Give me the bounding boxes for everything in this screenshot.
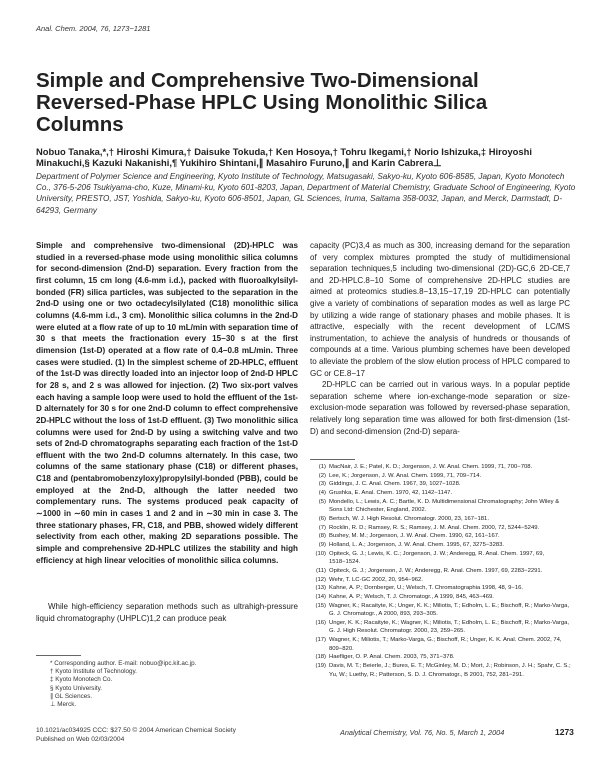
footnote-item: ∥ GL Sciences.	[50, 692, 93, 700]
reference-number: (13)	[315, 585, 326, 592]
reference-number: (7)	[318, 524, 326, 531]
reference-item	[310, 662, 572, 679]
footnote-list	[36, 660, 312, 709]
footnote-item: * Corresponding author. E-mail: nobuo@ipc.kit.ac.jp.	[50, 660, 197, 667]
reference-number: (1)	[318, 464, 326, 470]
reference-number: (8)	[318, 533, 326, 540]
footnote-divider	[36, 655, 81, 656]
reference-text: Wagner, K.; Miliotis, T.; Marko-Varga, G.; Bischoff, R.; Unger, K. K. Anal. Chem. 2002, 74, 809−820.	[329, 637, 562, 652]
reference-text: Haefliger, O. P. Anal. Chem. 2003, 75, 371−378.	[329, 654, 455, 661]
doi-line: 10.1021/ac034925 CCC: $27.50 © 2004 American Chemical Society	[36, 727, 236, 734]
reference-number: (19)	[315, 663, 326, 670]
reference-item	[310, 489, 572, 498]
reference-number: (16)	[315, 619, 326, 626]
reference-text: Wagner, K.; Racaityte, K.; Unger, K. K.; Miliotis, T.; Edholm, L. E.; Bischoff, R.; Marko-Varga, G. J. Chromatogr., A 2000, 893, 293−305.	[329, 602, 570, 618]
reference-text: Grushka, E. Anal. Chem. 1970, 42, 1142−1147.	[329, 489, 453, 496]
reference-number: (2)	[318, 472, 326, 479]
affiliations: Department of Polymer Science and Engineering, Kyoto Institute of Technology, Matsugasaki, Sakyo-ku, Kyoto 606-8585, Japan, Kyoto Monotech Co., 376-5-206 Tsukiyama-cho, Kuze, Minami-ku, Kyoto 601-8203, Japan, Department of Material Chemistry, Graduate School of Engineering, Kyoto University, PRESTO, JST, Yoshida, Sakyo-ku, Kyoto 606-8501, Japan, GL Sciences, Iruma, Saitama 358-0032, Japan, and Merck, Darmstadt, D-64293, Germany	[36, 172, 576, 215]
reference-text: Davis, M. T.; Beierle, J.; Bures, E. T.; McGinley, M. D.; Mort, J.; Robinson, J. H.; Spahr, C. S.; Yu, W.; Luethy, R.; Patterson, S. D. J. Chromatogr., B 2001, 752, 281−291.	[329, 663, 571, 678]
journal-reference: Anal. Chem. 2004, 76, 1273−1281	[36, 24, 151, 33]
reference-item	[310, 653, 572, 662]
reference-item	[310, 593, 572, 602]
reference-text: Bertsch, W. J. High Resolut. Chromatogr. 2000, 23, 167−181.	[329, 515, 489, 522]
reference-text: Wehr, T. LC·GC 2002, 20, 954−962.	[329, 576, 423, 583]
reference-item	[310, 498, 572, 515]
reference-number: (9)	[318, 541, 326, 548]
reference-text: Mondello, L.; Lewis, A. C.; Bartle, K. D. Multidimensional Chromatography; John Wiley & Sons Ltd: Chichester, England, 2002.	[329, 498, 560, 514]
reference-item	[310, 619, 572, 636]
reference-text: Lee, K.; Jorgenson, J. W. Anal. Chem. 1999, 71, 709−714.	[329, 472, 482, 479]
reference-item	[310, 480, 572, 489]
reference-item	[310, 576, 572, 585]
reference-text: Opiteck, G. J.; Jorgenson, J. W.; Anderegg, R. Anal. Chem. 1997, 69, 2283−2291.	[329, 567, 543, 574]
reference-text: Bushey, M. M.; Jorgenson, J. W. Anal. Chem. 1990, 62, 161−167.	[329, 533, 500, 540]
published-line: Published on Web 02/03/2004	[36, 735, 125, 743]
reference-item	[310, 602, 572, 619]
reference-item	[310, 550, 572, 567]
reference-number: (11)	[315, 567, 326, 574]
footnote-item: † Kyoto Institute of Technology.	[50, 668, 137, 676]
reference-number: (10)	[315, 550, 326, 557]
abstract: Simple and comprehensive two-dimensional (2D)-HPLC was studied in a reversed-phase mode using monolithic silica columns for second-dimension (2nd-D) separation. Every fraction from the first column, 15 cm long (4.6-mm i.d.), packed with fluoroalkylsilyl-bonded (FR) silica particles, was subjected to the separation in the 2nd-D using one or two octadecylsilylated (C18) monolithic silica columns (4.6-mm i.d., 3 cm). Monolithic silica columns in the 2nd-D were eluted at a flow rate of up to 10 mL/min with separation time of 30 s that meets the fractionation every 15−30 s at the first dimension (1st-D) operated at a flow rate of 0.4−0.8 mL/min. Three cases were studied. (1) In the simplest scheme of 2D-HPLC, effluent of the 1st-D was directly loaded into an injector loop of 2nd-D HPLC for 28 s, and 2 s was allowed for injection. (2) Two six-port valves each having a sample loop were used to hold the effluent of the 1st-D alternately for 30 s for one 2nd-D column to effect comprehensive 2D-HPLC without the loss of 1st-D effluent. (3) Two monolithic silica columns were used for 2nd-D by using a switching valve and two sets of 2nd-D chromatographs separating each fraction of the 1st-D effluent with the two 2nd-D columns alternately. In this case, two columns of the same stationary phase (C18) or different phases, C18 and (pentabromobenzyloxy)propylsilyl-bonded (PBB), could be employed at the 2nd-D, although the latter needed two complementary runs. The systems produced peak capacity of ∼1000 in ∼60 min in cases 1 and 2 and in ∼30 min in case 3. The three stationary phases, FR, C18, and PBB, showed widely different selectivity from each other, making 2D separations possible. The simple and comprehensive 2D-HPLC utilizes the stability and high efficiency at high linear velocities of monolithic silica columns.	[36, 241, 298, 565]
reference-text: Kahne, A. P.; Welsch, T. J. Chromatogr., A 1999, 845, 463−469.	[329, 593, 494, 600]
reference-number: (14)	[315, 593, 326, 600]
reference-number: (12)	[315, 576, 326, 583]
footnote-item: ‡ Kyoto Monotech Co.	[50, 676, 113, 684]
author-list: Nobuo Tanaka,*,† Hiroshi Kimura,† Daisuke Tokuda,† Ken Hosoya,† Tohru Ikegami,† Norio Ishizuka,‡ Hiroyoshi Minakuchi,§ Kazuki Nakanishi,¶ Yukihiro Shintani,∥ Masahiro Furuno,∥ and Karin Cabrera⊥	[36, 146, 532, 169]
reference-item	[310, 472, 572, 481]
reference-item	[310, 515, 572, 524]
reference-text: Unger, K. K.; Racaityte, K.; Wagner, K.; Miliotis, T.; Edholm, L. E.; Bischoff, R.; Marko-Varga, G. J. High Resolut. Chromatogr. 2000, 23, 259−265.	[329, 619, 570, 635]
reference-item	[310, 524, 572, 533]
reference-number: (3)	[318, 481, 326, 488]
reference-list	[310, 463, 572, 679]
reference-number: (18)	[315, 654, 326, 661]
intro-paragraph-1: capacity (PC)3,4 as much as 300, increasing demand for the separation of very complex mixtures prompted the study of multidimensional separation techniques,5 including two-dimensional (2D)-GC,6 2D-CE,7 and 2D-HPLC.8−10 Some of comprehensive 2D-HPLC studies are aimed at proteomics studies.8−13,15−17,19 2D-HPLC can potentially give a variety of combinations of separation modes as well as large PC by utilizing a wide range of stationary phases and mobile phases. It is attractive, especially with the recent development of LC/MS instrumentation, to achieve the analysis of hundreds or thousands of compounds at a time. Various plumbing schemes have been developed to alleviate the problem of the slow elution process of HPLC compared to GC or CE.8−17	[310, 241, 570, 378]
footnote-item: § Kyoto University.	[50, 684, 103, 692]
reference-text: Kahne, A. P.; Dornberger, U.; Welsch, T. Chromatographia 1998, 48, 9−16.	[329, 585, 524, 592]
article-title: Simple and Comprehensive Two-Dimensional Reversed-Phase HPLC Using Monolithic Silica Columns	[36, 69, 488, 136]
reference-item	[310, 532, 572, 541]
reference-number: (5)	[318, 498, 326, 505]
reference-number: (15)	[315, 602, 326, 609]
reference-text: Rocklin, R. D.; Ramsey, R. S.; Ramsey, J. M. Anal. Chem. 2000, 72, 5244−5249.	[329, 524, 540, 531]
introduction-paragraph: While high-efficiency separation methods such as ultrahigh-pressure liquid chromatography (UHPLC)1,2 can produce peak	[36, 602, 298, 623]
reference-number: (17)	[315, 637, 326, 644]
footnote-item: ⊥ Merck.	[50, 701, 77, 709]
reference-item	[310, 463, 572, 472]
reference-text: MacNair, J. E.; Patel, K. D.; Jorgenson, J. W. Anal. Chem. 1999, 71, 700−708.	[329, 464, 533, 470]
doi-block	[36, 727, 236, 744]
right-column-text	[310, 240, 570, 437]
reference-number: (4)	[318, 489, 326, 496]
intro-paragraph-2: 2D-HPLC can be carried out in various ways. In a popular peptide separation scheme where ion-exchange-mode separation or size-exclusion-mode separation was followed by reversed-phase separation, relatively long separation time was allowed for both first-dimension (1st-D) and second-dimension (2nd-D) separa-	[310, 380, 570, 436]
reference-text: Opiteck, G. J.; Lewis, K. C.; Jorgenson, J. W.; Anderegg, R. Anal. Chem. 1997, 69, 1518−1524.	[329, 550, 545, 566]
reference-text: Giddings, J. C. Anal. Chem. 1967, 39, 1027−1028.	[329, 481, 461, 488]
reference-item	[310, 541, 572, 550]
reference-number: (6)	[318, 515, 326, 522]
page-number: 1273	[555, 727, 574, 737]
reference-text: Holland, L. A.; Jorgenson, J. W. Anal. Chem. 1995, 67, 3275−3283.	[329, 541, 505, 548]
footer-journal-issue: Analytical Chemistry, Vol. 76, No. 5, March 1, 2004	[340, 728, 505, 737]
reference-item	[310, 636, 572, 653]
references-divider	[310, 459, 355, 460]
reference-item	[310, 584, 572, 593]
reference-item	[310, 567, 572, 576]
